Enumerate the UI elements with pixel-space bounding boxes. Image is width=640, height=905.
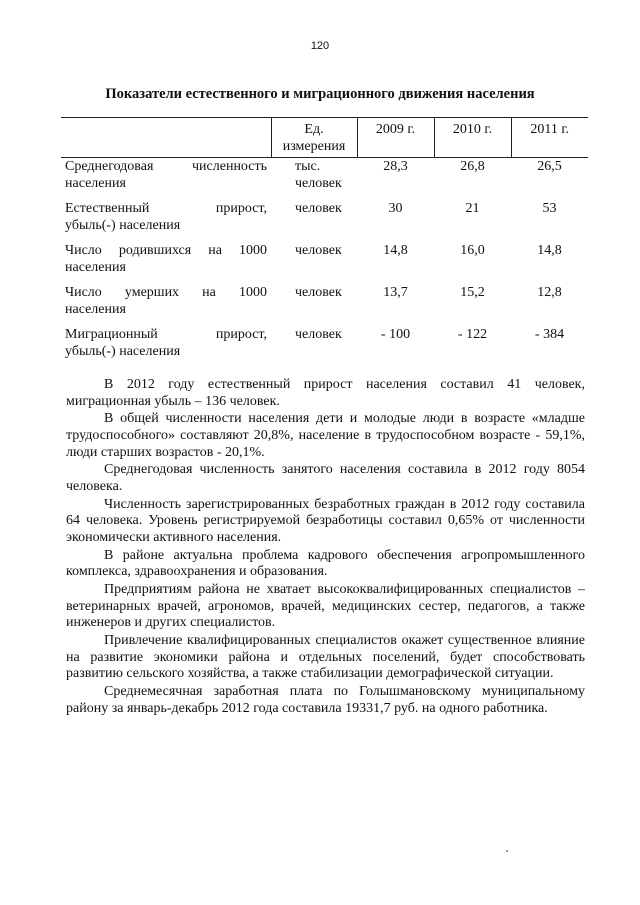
row-unit: человек	[295, 243, 342, 258]
header-year-2010: 2010 г.	[434, 118, 511, 158]
row-value-2011: 53	[542, 201, 557, 216]
paragraph: В районе актуальна проблема кадрового обеспечения агропромышленного комплекса, здравоохранения и образования.	[66, 547, 585, 580]
paragraph: В 2012 году естественный прирост населения составил 41 человек, миграционная убыль – 136 человек.	[66, 377, 585, 409]
row-unit: человек	[295, 327, 342, 342]
row-value-2010: 21	[465, 201, 480, 216]
header-unit: Ед. измерения	[271, 118, 357, 158]
header-year-2011: 2011 г.	[511, 118, 588, 158]
paragraph: В общей численности населения дети и молодые люди в возрасте «младше трудоспособного» составляют 20,8%, население в трудоспособном возрасте - 59,1%, люди старших возрастов - 20,1%.	[66, 411, 585, 460]
row-value-2009: 30	[388, 201, 403, 216]
row-value-2010: - 122	[457, 327, 488, 342]
paragraph: Предприятиям района не хватает высококвалифицированных специалистов – ветеринарных врачей, агрономов, врачей, медицинских сестер, педагогов, а также инженеров и других специалистов.	[66, 582, 585, 631]
indicator-line: Миграционный прирост,	[65, 327, 267, 342]
row-indicator	[61, 200, 271, 242]
table-row	[61, 200, 588, 242]
table-row	[61, 242, 588, 284]
row-value-2010: 16,0	[460, 243, 485, 258]
row-value-2010: 15,2	[460, 285, 485, 300]
header-indicator	[61, 118, 271, 158]
row-indicator	[61, 158, 271, 201]
row-value-2009: - 100	[380, 327, 411, 342]
paragraph: Среднемесячная заработная плата по Голышмановскому муниципальному району за январь-декабрь 2012 года составила 19331,7 руб. на одного работника.	[66, 684, 585, 716]
row-indicator	[61, 284, 271, 326]
indicator-line: населения	[65, 302, 126, 317]
paragraph: Среднегодовая численность занятого населения составила в 2012 году 8054 человека.	[66, 462, 585, 494]
unit-text: тыс. человек	[295, 159, 342, 191]
row-unit: человек	[295, 201, 342, 216]
row-value-2009: 14,8	[383, 243, 408, 258]
row-unit	[271, 158, 357, 201]
indicator-line: убыль(-) населения	[65, 218, 181, 233]
document-title: Показатели естественного и миграционного движения населения	[105, 86, 535, 102]
row-unit: человек	[295, 285, 342, 300]
row-value-2009: 13,7	[383, 285, 408, 300]
row-indicator	[61, 242, 271, 284]
indicator-line: Число умерших на 1000	[65, 285, 267, 300]
page-number: 120	[310, 40, 330, 52]
table-row	[61, 284, 588, 326]
scan-speck	[506, 850, 508, 852]
indicator-line: Среднегодовая численность	[65, 159, 267, 174]
row-value-2011: - 384	[534, 327, 565, 342]
indicator-line: убыль(-) населения	[65, 344, 181, 359]
indicator-line: Естественный прирост,	[65, 201, 267, 216]
row-value-2011: 12,8	[537, 285, 562, 300]
row-indicator	[61, 326, 271, 368]
indicator-line: населения	[65, 260, 126, 275]
row-value-2009: 28,3	[383, 159, 408, 174]
paragraph: Привлечение квалифицированных специалистов окажет существенное влияние на развитие экономики района и отдельных поселений, будет способствовать развитию сельского хозяйства, а также стабилизации демографической ситуации.	[66, 633, 585, 682]
indicator-line: Число родившихся на 1000	[65, 243, 267, 258]
indicator-line: населения	[65, 176, 126, 191]
header-year-2009: 2009 г.	[357, 118, 434, 158]
table-header-row	[61, 118, 588, 158]
row-value-2010: 26,8	[460, 159, 485, 174]
population-stats-table	[61, 117, 588, 368]
row-value-2011: 14,8	[537, 243, 562, 258]
body-text	[66, 377, 585, 718]
paragraph: Численность зарегистрированных безработных граждан в 2012 году составила 64 человека. Уровень регистрируемой безработицы составил 0,65% от численности экономически активного населения.	[66, 496, 585, 545]
table-row	[61, 158, 588, 201]
table-row	[61, 326, 588, 368]
row-value-2011: 26,5	[537, 159, 562, 174]
